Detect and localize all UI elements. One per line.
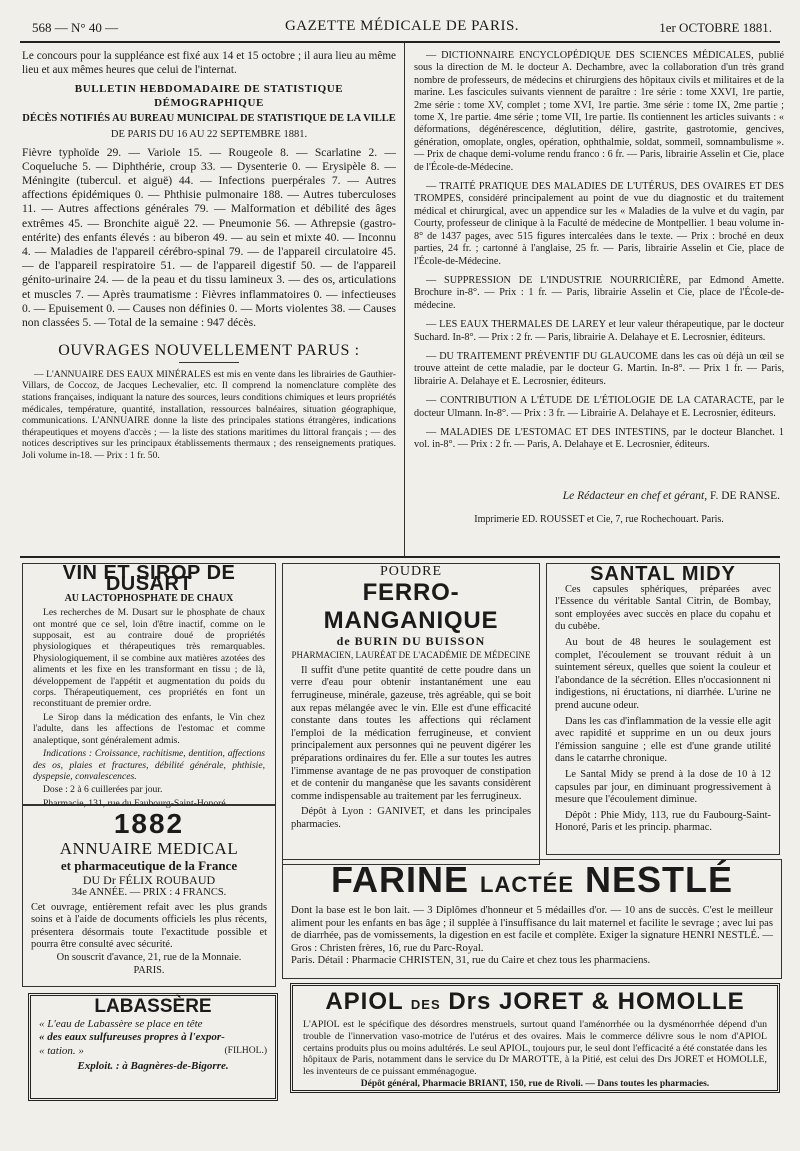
ad-ferro-manganique (282, 563, 540, 865)
editor-line (414, 490, 784, 502)
ad-pretitle: POUDRE (379, 564, 442, 579)
ad-body: L'APIOL est le spécifique des désordres menstruels, surtout quand l'aménorrhée ou la dysménorrhée dépend d'un trouble de l'innervation vaso-motrice de l'utérus et des ovaires. Mais le commerce délivre sous le nom d'APIOL certains produits plus ou moins adultérés. Le seul APIOL, toujours pur, le seul dont l'efficacité a été constatée dans les hôpitaux de Paris, notamment dans le service du Dr MAROTTE, à la Pitié, est celui des Drs JORET et HOMOLLE, les inventeurs de ce puissant emménagogue. (303, 1019, 767, 1078)
ad-paragraph: Le Sirop dans la médication des enfants, le Vin chez l'adulte, dans les affections de l'estomac et comme analeptique, sont généralement admis. (33, 711, 265, 746)
ad-title-word: NESTLÉ (585, 859, 734, 900)
ad-title-word: APIOL (325, 988, 404, 1015)
ad-year: 1882 (113, 808, 185, 839)
printer-line: Imprimerie ED. ROUSSET et Cie, 7, rue Rochechouart. Paris. (474, 514, 724, 525)
editor-role: Le Rédacteur en chef et gérant, (562, 490, 708, 502)
ad-subtitle: AU LACTOPHOSPHATE DE CHAUX (64, 592, 234, 604)
ad-depot: Dépôt général, Pharmacie BRIANT, 150, rue de Rivoli. — Dans toutes les pharmacies. (360, 1078, 710, 1089)
ad-exploitation: Exploit. : à Bagnères-de-Bigorre. (77, 1060, 229, 1072)
ad-paragraph: Les recherches de M. Dusart sur le phosphate de chaux ont montré que ce sel, loin d'être inactif, comme on le supposait, est au contraire doué de propriétés physiologiques et thérapeutiques très remarquables. Physiologiquement, il se combine aux matières azotées des aliments et les fixe en les transformant en tissu ; de là, développement de l'appétit et augmentation du poids du corps. Thérapeutiquement, ces propriétés en font un reconstituant de premier ordre. (33, 607, 265, 710)
book-listing: — TRAITÉ PRATIQUE DES MALADIES DE L'UTÉRUS, DES OVAIRES ET DES TROMPES, considéré principalement au point de vue du diagnostic et du traitement médical et chirurgical, avec un appendice sur les « Maladies de la vulve et du vagin, par Courty, professeur de clinique à la Faculté de médecine de Montpellier. 1 beau volume in-8° de 1437 pages, avec 515 figures intercalées dans le texte. — Prix : broché en deux parties, 24 fr. ; cartonné à l'anglaise, 25 fr. — Paris, librairie Asselin et Cie, place de l'École-de-Médecine. (414, 181, 784, 267)
ouvrages-title: OUVRAGES NOUVELLEMENT PARUS : (58, 342, 360, 360)
ad-title (293, 988, 777, 1019)
bulletin-dates: DE PARIS DU 16 AU 22 SEPTEMBRE 1881. (110, 128, 308, 140)
ad-body (23, 607, 275, 809)
ad-body (31, 1018, 275, 1074)
header-rule (20, 41, 780, 43)
death-statistics: Fièvre typhoïde 29. — Variole 15. — Rougeole 8. — Scarlatine 2. — Coqueluche 5. — Diphthérie, croup 33. — Dysenterie 0. — Erysipèle 8. — Méningite (tubercul. et aiguë) 44. — Infections puerpérales 7. — Autres affections épidémiques 0. — Phthisie pulmonaire 188. — Autres tuberculoses 11. — Autres affections générales 79. — Malformation et débilité des âges extrêmes 45. — Bronchite aiguë 22. — Pneumonie 56. — Athrepsie (gastro-entérite) des enfants élevés : au biberon 49. — au sein et mixte 40. — Inconnu 4. — Maladies de l'appareil cérébro-spinal 79. — de l'appareil circulatoire 45. — de l'appareil respiratoire 51. — de l'appareil digestif 50. — de l'appareil génito-urinaire 24. — de la peau et du tissu lamineux 3. — des os, articulations et muscles 7. — Après traumatisme : Fièvres inflammatoires 0. — infectieuses 0. — Epuisement 0. — Causes non définies 0. — Morts violentes 38. — Causes non classées 5. — Total de la semaine : 947 décès. (22, 145, 396, 329)
book-listing: — LES EAUX THERMALES DE LAREY et leur valeur thérapeutique, par le docteur Suchard. In-8°. — Prix : 2 fr. — Paris, librairie A. Delahaye et E. Lecrosnier, éditeurs. (414, 319, 784, 343)
ad-depot: Dépôt à Lyon : GANIVET, et dans les principales pharmacies. (291, 806, 531, 830)
right-column (414, 50, 784, 459)
ad-title-word: FARINE (330, 859, 469, 900)
ad-depot: Dépôt : Phie Midy, 113, rue du Faubourg-Saint-Honoré, Paris et les princip. pharmac. (555, 809, 771, 834)
book-listing: — DICTIONNAIRE ENCYCLOPÉDIQUE DES SCIENCES MÉDICALES, publié sous la direction de M. le docteur A. Dechambre, avec la collaboration d'un très grand nombre de professeurs, de médecins et chirurgiens des hôpitaux civils et militaires et de la marine. Les fascicules suivants viennent de paraître : 1re série : tome XXVI, 1re partie, 2me série : tome XV, complet ; tome XVI, 1re partie. 3me série : tome IX, 2me partie ; tome X, 1re partie. 4me série ; tome VII, 1re partie. Ils contiennent les articles suivants : « déformations, dégénérescence, déglutition, délire, gastrite, gastrotomie, gencives, génération, omoplate, ongles, opération, ophthalmie, soldat, sommeil, somnambulisme ». — Prix de chaque demi-volume rendu franco : 6 fr. — Paris, librairie Asselin et Cie, place de l'École-de-Médecine. (414, 50, 784, 173)
ad-paragraph: Dans les cas d'inflammation de la vessie elle agit avec rapidité et supprime en un ou deux jours l'émission sanguine ; elle est d'une grande utilité dans le catarrhe chronique. (555, 715, 771, 765)
ad-dose: Dose : 2 à 6 cuillerées par jour. (43, 784, 163, 796)
ad-farine-nestle (282, 859, 782, 979)
ad-title-word: Drs JORET & HOMOLLE (448, 988, 745, 1015)
ad-dusart (22, 562, 276, 809)
bulletin-title: BULLETIN HEBDOMADAIRE DE STATISTIQUE DÉMOGRAPHIQUE (74, 83, 344, 109)
ad-quote-end: « tation. » (39, 1044, 84, 1057)
ad-body: Dont la base est le bon lait. — 3 Diplômes d'honneur et 5 médailles d'or. — 10 ans de succès. C'est le meilleur aliment pour les enfants en bas âge ; il supplée à l'insuffisance du lait maternel et facilite le sevrage ; avec lui pas de diarrhée, pas de vomissements, la digestion en est facile et complète. Exiger la signature HENRI NESTLÉ. — Gros : Christen frères, 16, rue du Parc-Royal. (291, 905, 773, 954)
ad-title: FERRO-MANGANIQUE (323, 578, 499, 634)
ad-paragraph: Indications : Croissance, rachitisme, dentition, affections des os, plaies et fractures, débilité générale, phthisie, dyspepsie, convalescences. (33, 748, 265, 782)
ad-edition: 34e ANNÉE. — PRIX : 4 FRANCS. (71, 887, 227, 898)
ad-credentials: PHARMACIEN, LAURÉAT DE L'ACADÉMIE DE MÉDECINE (291, 650, 531, 661)
ad-body (547, 584, 779, 835)
ad-quote-source: (FILHOL.) (224, 1045, 267, 1056)
editor-name: F. DE RANSE. (709, 490, 780, 502)
ad-title: ANNUAIRE MEDICAL (59, 839, 239, 858)
ouvrages-text: — L'ANNUAIRE DES EAUX MINÉRALES est mis en vente dans les librairies de Gauthier-Villars, de Coccoz, de Jacques Lechevalier, etc. Il comprend la nomenclature complète des stations françaises, indiquant la nature des sources, leurs conditions chimiques et leurs propriétés médicales, température, quantité, installation, ressources balnéaires, situation géographique, communications. L'ANNUAIRE donne la liste des principales stations étrangères, indications thérapeutiques et moyens d'accès ; — la liste des stations maritimes du littoral français ; — des notices descriptives sur les principaux établissements thermaux ; des renseignements pratiques. Joli volume in-18. — Prix : 1 fr. 50. (22, 368, 396, 461)
column-divider (404, 43, 405, 556)
page-number: 568 — N° 40 — (32, 20, 119, 35)
journal-title: GAZETTE MÉDICALE DE PARIS. (284, 18, 520, 34)
ad-city: PARIS. (133, 964, 165, 976)
ad-address: Pharmacie, 131, rue du Faubourg-Saint-Honoré. (43, 797, 228, 809)
ad-quote-line (39, 1045, 267, 1059)
ad-quote-line: « L'eau de Labassère se place en tête (39, 1017, 203, 1030)
ad-title: LABASSÈRE (94, 996, 212, 1017)
ouvrages-rule (179, 362, 239, 363)
ad-title: SANTAL MIDY (590, 563, 736, 585)
ad-annuaire-medical (22, 805, 276, 987)
ad-paragraph: Au bout de 48 heures le soulagement est complet, l'écoulement se trouvant réduit à un suintement séreux, quelles que soient la couleur et l'abondance de la sécrétion. Elles n'occasionnent ni indigestions, ni éructations, ni diarrhée. L'urine ne prend aucune odeur. (555, 636, 771, 711)
ad-subtitle: et pharmaceutique de la France (60, 858, 238, 873)
ad-author: DU Dr FÉLIX ROUBAUD (82, 873, 216, 887)
ads-rule (20, 556, 780, 558)
book-listing: — SUPPRESSION DE L'INDUSTRIE NOURRICIÈRE, par Edmond Amette. Brochure in-8°. — Prix : 1 fr. — Paris, librairie Asselin et Cie, place de l'École-de-médecine. (414, 274, 784, 311)
ad-detail: Paris. Détail : Pharmacie CHRISTEN, 31, rue du Caire et chez tous les pharmaciens. (291, 955, 651, 967)
ad-title (283, 860, 781, 905)
ad-title-word: DES (410, 997, 441, 1012)
ad-quote-line: « des eaux sulfureuses propres à l'expor- (39, 1031, 225, 1043)
page-header (32, 18, 772, 38)
book-listing: — CONTRIBUTION A L'ÉTUDE DE L'ÉTIOLOGIE DE LA CATARACTE, par le docteur Ulmann. In-8°. — Prix : 3 fr. — Librairie A. Delahaye et E. Lecrosnier, éditeurs. (414, 395, 784, 419)
ad-paragraph: Le Santal Midy se prend à la dose de 10 à 12 capsules par jour, en diminuant progressivement à mesure que l'écoulement diminue. (555, 768, 771, 806)
book-listing: — MALADIES DE L'ESTOMAC ET DES INTESTINS, par le docteur Blanchet. 1 vol. in-8°. — Prix : 2 fr. — Paris, A. Delahaye et E. Lecrosnier, éditeurs. (414, 426, 784, 451)
ad-paragraph: Il suffit d'une petite quantité de cette poudre dans un verre d'eau pour obtenir instantanément une eau ferrugineuse, minérale, gazeuse, très agréable, qui se boit aux repas mélangée avec le vin. Elle est d'une efficacité constante dans toutes les affections qui réclament l'emploi de la médication ferrugineuse, et convient principalement aux personnes qui ne peuvent digérer les préparations ordinaires du fer. Elle a sur toutes les autres l'immense avantage de ne pas provoquer de constipation et de contenir du manganèse que les savants considèrent comme indispensable au traitement par les ferrugineux. (291, 664, 531, 802)
concours-notice: Le concours pour la suppléance est fixé aux 14 et 15 octobre ; il aura lieu au même lieu et aux mêmes heures que celui de l'internat. (22, 50, 396, 76)
ad-labassere (28, 993, 278, 1101)
ad-body (283, 665, 539, 832)
ad-paragraph: Ces capsules sphériques, préparées avec l'Essence du véritable Santal Citrin, de Bombay, sont employées avec succès en place du copahu et du cubèbe. (555, 583, 771, 633)
ad-subtitle: de BURIN DU BUISSON (336, 633, 486, 648)
bulletin-subtitle: DÉCÈS NOTIFIÉS AU BUREAU MUNICIPAL DE STATISTIQUE DE LA VILLE (22, 113, 396, 125)
ad-santal-midy (546, 563, 780, 855)
ad-title: VIN ET SIROP DE DUSART (62, 562, 236, 596)
ad-title-word: LACTÉE (480, 872, 574, 897)
issue-date: 1er OCTOBRE 1881. (659, 20, 772, 35)
ad-apiol (290, 983, 780, 1093)
left-column (22, 50, 396, 465)
ad-body: Cet ouvrage, entièrement refait avec les plus grands soins et à l'aide de documents officiels les plus récents, présentera désormais toute l'exactitude possible et pourra être consulté avec sécurité. (31, 901, 267, 951)
book-listing: — DU TRAITEMENT PRÉVENTIF DU GLAUCOME dans les cas où déjà un œil se trouve atteint de cette maladie, par le docteur G. Martin. In-8°. — Prix 1 fr. — Paris, librairie A. Delahaye et E. Lecrosnier, éditeurs. (414, 350, 784, 387)
editor-signature-block (414, 490, 784, 525)
ad-subscription: On souscrit d'avance, 21, rue de la Monnaie. (56, 951, 242, 963)
